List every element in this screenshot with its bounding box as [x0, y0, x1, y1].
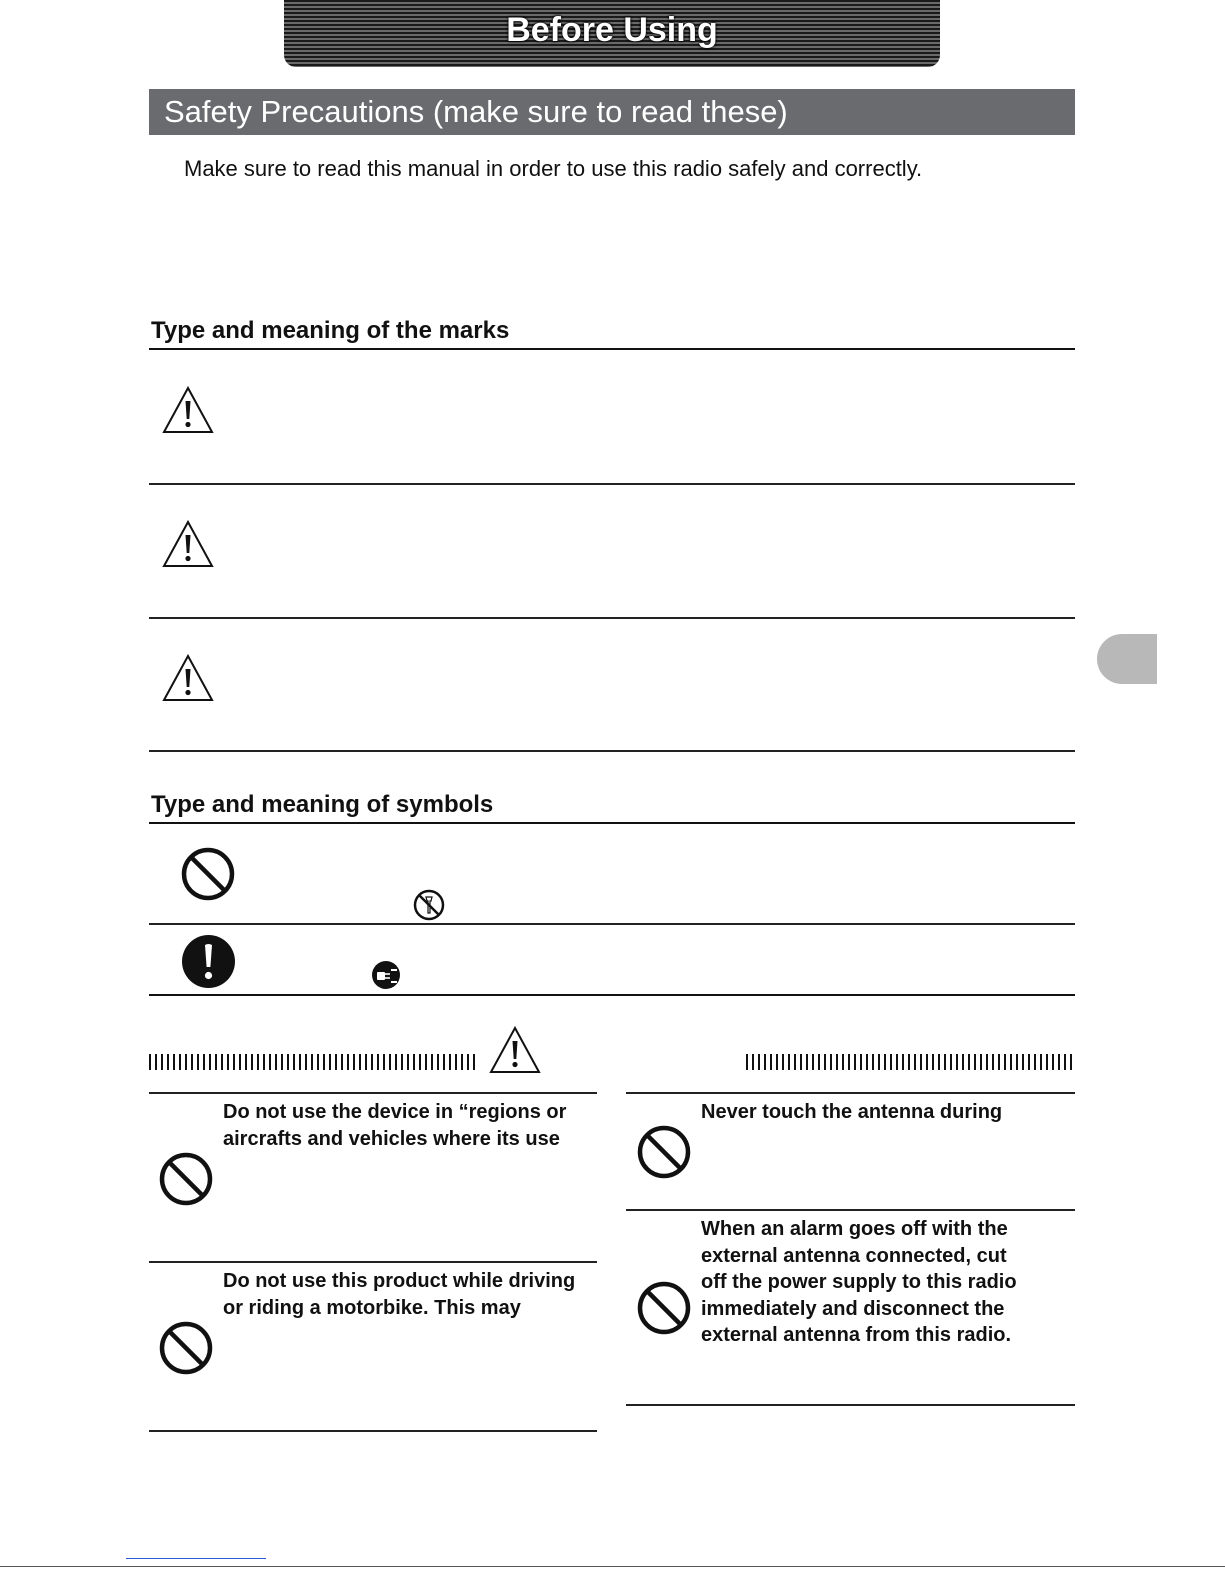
divider: [626, 1209, 1075, 1211]
prohibition-icon: [636, 1124, 692, 1180]
divider: [626, 1404, 1075, 1406]
warning-text-line: or riding a motorbike. This may: [223, 1296, 521, 1319]
symbols-heading: Type and meaning of symbols: [151, 791, 494, 818]
chapter-tab: [1097, 634, 1157, 684]
intro-text: Make sure to read this manual in order to use this radio safely and correctly.: [184, 156, 923, 181]
warning-item: [701, 1216, 1071, 1349]
symbols-heading-rule: [149, 822, 1075, 824]
warning-text-line: external antenna from this radio.: [701, 1324, 1012, 1346]
warning-triangle-icon: [162, 654, 214, 702]
prohibition-icon: [158, 1151, 214, 1207]
warning-item: [701, 1099, 1071, 1126]
divider: [149, 750, 1075, 752]
warning-text-line: off the power supply to this radio: [701, 1271, 1017, 1293]
warning-text-line: external antenna connected, cut: [701, 1244, 1007, 1267]
footer-link-underline: [126, 1558, 266, 1559]
prohibition-icon: [636, 1280, 692, 1336]
warning-triangle-icon: [489, 1026, 541, 1074]
warning-text-line: When an alarm goes off with the: [701, 1218, 1008, 1240]
divider: [626, 1092, 1075, 1094]
prohibition-icon: [158, 1320, 214, 1376]
warning-text-line: Never touch the antenna during: [701, 1101, 1003, 1123]
marks-heading-rule: [149, 348, 1075, 350]
marks-heading: Type and meaning of the marks: [151, 317, 510, 344]
exclamation-circle-icon: [181, 934, 236, 989]
warning-text-line: immediately and disconnect the: [701, 1297, 1005, 1320]
warning-triangle-icon: [162, 520, 214, 568]
warning-text-line: aircrafts and vehicles where its use: [223, 1127, 560, 1150]
no-disassembly-icon: [413, 889, 445, 921]
divider: [149, 1092, 597, 1094]
warning-item: [223, 1268, 603, 1321]
divider: [149, 923, 1075, 925]
warning-hatch-right: [746, 1054, 1076, 1070]
unplug-icon: [371, 960, 401, 990]
warning-triangle-icon: [162, 386, 214, 434]
warning-text-line: Do not use the device in “regions or: [223, 1101, 567, 1123]
section-title-bar: [149, 89, 1075, 135]
divider: [149, 483, 1075, 485]
page-banner: [284, 0, 940, 67]
warning-hatch-left: [149, 1054, 475, 1070]
warning-item: [223, 1099, 603, 1152]
banner-title: Before Using: [506, 11, 718, 49]
warning-text-line: Do not use this product while driving: [223, 1270, 576, 1292]
divider: [149, 1261, 597, 1263]
page-bottom-edge: [0, 1566, 1225, 1567]
divider: [149, 617, 1075, 619]
prohibition-icon: [180, 846, 236, 902]
divider: [149, 994, 1075, 996]
divider: [149, 1430, 597, 1432]
section-title: Safety Precautions (make sure to read these): [164, 94, 788, 129]
